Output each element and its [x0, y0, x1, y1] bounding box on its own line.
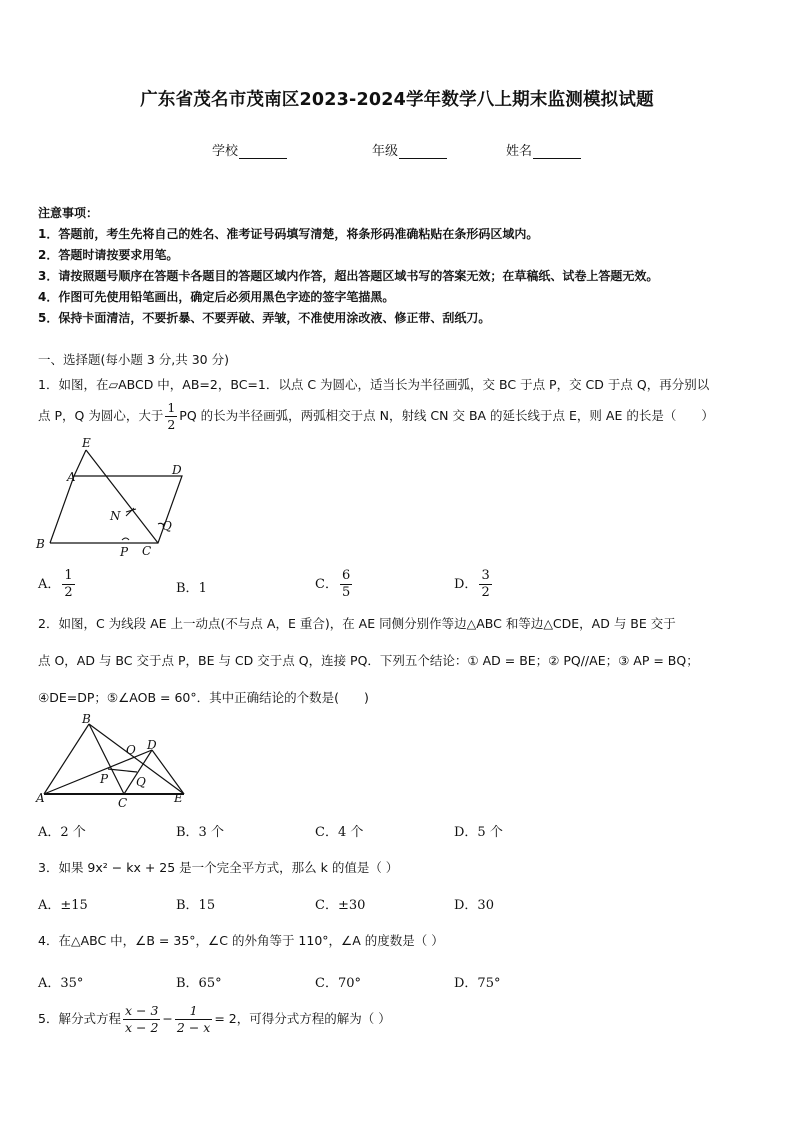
- q2-option-d: D．5 个: [454, 825, 503, 840]
- name-blank: [533, 146, 581, 159]
- notes-heading: 注意事项：: [38, 206, 99, 220]
- q4-option-a: A．35°: [38, 976, 84, 991]
- option-text: 1: [198, 581, 207, 596]
- q1-option-b: [176, 577, 207, 596]
- label-d: D: [172, 463, 182, 477]
- segment-ab: [44, 724, 89, 794]
- option-letter: C．: [315, 577, 338, 592]
- q2-line2: 点 O，AD 与 BC 交于点 P，BE 与 CD 交于点 Q，连接 PQ．下列五个结论：① AD = BE；② PQ//AE；③ AP = BQ；: [38, 653, 699, 668]
- label-c: C: [142, 544, 152, 558]
- q2-figure: [34, 712, 194, 810]
- section-title: 一、选择题(每小题 3 分,共 30 分): [38, 352, 229, 367]
- frac-num: x − 3: [124, 1003, 159, 1018]
- q3-option-b: B．15: [176, 898, 216, 913]
- frac-num: 3: [481, 568, 490, 583]
- page-title: 广东省茂名市茂南区2023-2024学年数学八上期末监测模拟试题: [140, 90, 654, 110]
- q3-option-c: C．±30: [315, 898, 366, 913]
- arc-p: [122, 538, 129, 540]
- q1-option-d: [454, 568, 494, 601]
- label-e: E: [82, 438, 91, 450]
- frac-den: 2 − x: [176, 1020, 211, 1035]
- label-o: O: [126, 743, 136, 757]
- q4-option-c: C．70°: [315, 976, 361, 991]
- note-item: 1．答题前，考生先将自己的姓名、准考证号码填写清楚，将条形码准确粘贴在条形码区域内。: [38, 227, 539, 241]
- school-label: 学校: [212, 144, 239, 159]
- line-ae: [74, 450, 86, 476]
- q1-line1: 1．如图，在▱ABCD 中，AB=2，BC=1．以点 C 为圆心，适当长为半径画弧，交 BC 于点 P，交 CD 于点 Q，再分别以: [38, 377, 710, 392]
- option-letter: B．: [176, 581, 199, 596]
- q1-line2-a: 点 P，Q 为圆心，大于: [38, 408, 164, 423]
- q3-text: 3．如果 9x² − kx + 25 是一个完全平方式，那么 k 的值是（ ）: [38, 860, 399, 875]
- note-item: 2．答题时请按要求用笔。: [38, 248, 179, 262]
- label-a: A: [67, 470, 76, 484]
- q5-fraction-1: [123, 1003, 160, 1036]
- frac-den: 2: [481, 585, 490, 600]
- label-n: N: [110, 509, 121, 523]
- q3-option-d: D．30: [454, 898, 494, 913]
- label-b: B: [36, 537, 45, 551]
- option-fraction: [479, 568, 491, 601]
- frac-den: 2: [64, 585, 73, 600]
- q5-text-b: = 2，可得分式方程的解为（ ）: [214, 1011, 391, 1026]
- label-a: A: [36, 791, 45, 805]
- label-p: P: [100, 772, 109, 786]
- name-label: 姓名: [506, 144, 533, 159]
- q2-line1: 2．如图，C 为线段 AE 上一动点(不与点 A，E 重合)，在 AE 同侧分别作等边△ABC 和等边△CDE，AD 与 BE 交于: [38, 616, 676, 631]
- frac-num: 6: [341, 568, 351, 583]
- q5-minus: −: [162, 1011, 173, 1026]
- q3-option-a: A．±15: [38, 898, 88, 913]
- frac-den: x − 2: [124, 1020, 159, 1035]
- q4-option-b: B．65°: [176, 976, 222, 991]
- label-p: P: [120, 545, 129, 559]
- q1-line2-b: PQ 的长为半径画弧，两弧相交于点 N，射线 CN 交 BA 的延长线于点 E，则 AE 的长是（ ）: [179, 408, 714, 423]
- option-letter: A．: [38, 577, 61, 592]
- label-d: D: [147, 738, 157, 752]
- ray-cn: [86, 450, 158, 543]
- q1-line2: [38, 400, 714, 433]
- q2-option-c: C．4 个: [315, 825, 364, 840]
- frac-num: 1: [64, 568, 73, 583]
- name-field: [506, 140, 581, 159]
- q1-frac-num: 1: [167, 400, 176, 415]
- grade-label: 年级: [372, 144, 399, 159]
- label-e: E: [174, 791, 183, 805]
- note-item: 4．作图可先使用铅笔画出，确定后必须用黑色字迹的签字笔描黑。: [38, 290, 395, 304]
- segment-de: [152, 750, 184, 794]
- option-fraction: [62, 568, 74, 601]
- q1-figure: [34, 438, 194, 560]
- q1-frac-den: 2: [167, 417, 176, 432]
- note-item: 5．保持卡面清洁，不要折暴、不要弄破、弄皱，不准使用涂改液、修正带、刮纸刀。: [38, 311, 491, 325]
- label-c: C: [118, 796, 128, 810]
- q2-option-b: B．3 个: [176, 825, 224, 840]
- school-field: [212, 140, 287, 159]
- q1-option-a: [38, 568, 77, 601]
- q1-fraction: [165, 400, 177, 433]
- q2-line3: ④DE=DP；⑤∠AOB = 60°．其中正确结论的个数是( ): [38, 690, 369, 705]
- q2-option-a: A．2 个: [38, 825, 86, 840]
- school-blank: [239, 146, 287, 159]
- grade-blank: [399, 146, 447, 159]
- grade-field: [372, 140, 447, 159]
- option-letter: D．: [454, 577, 478, 592]
- q4-text: 4．在△ABC 中，∠B = 35°，∠C 的外角等于 110°，∠A 的度数是（ ）: [38, 933, 444, 948]
- q4-option-d: D．75°: [454, 976, 501, 991]
- label-q: Q: [162, 519, 172, 533]
- q5-line: [38, 1003, 391, 1036]
- q5-text-a: 5．解分式方程: [38, 1011, 121, 1026]
- q5-fraction-2: [175, 1003, 212, 1036]
- label-b: B: [82, 712, 91, 726]
- note-item: 3．请按照题号顺序在答题卡各题目的答题区域内作答，超出答题区域书写的答案无效；在草稿纸、试卷上答题无效。: [38, 269, 659, 283]
- q1-option-c: [315, 568, 354, 601]
- frac-den: 5: [341, 585, 351, 600]
- frac-num: 1: [175, 1003, 212, 1020]
- option-fraction: [340, 568, 352, 601]
- label-q: Q: [136, 775, 146, 789]
